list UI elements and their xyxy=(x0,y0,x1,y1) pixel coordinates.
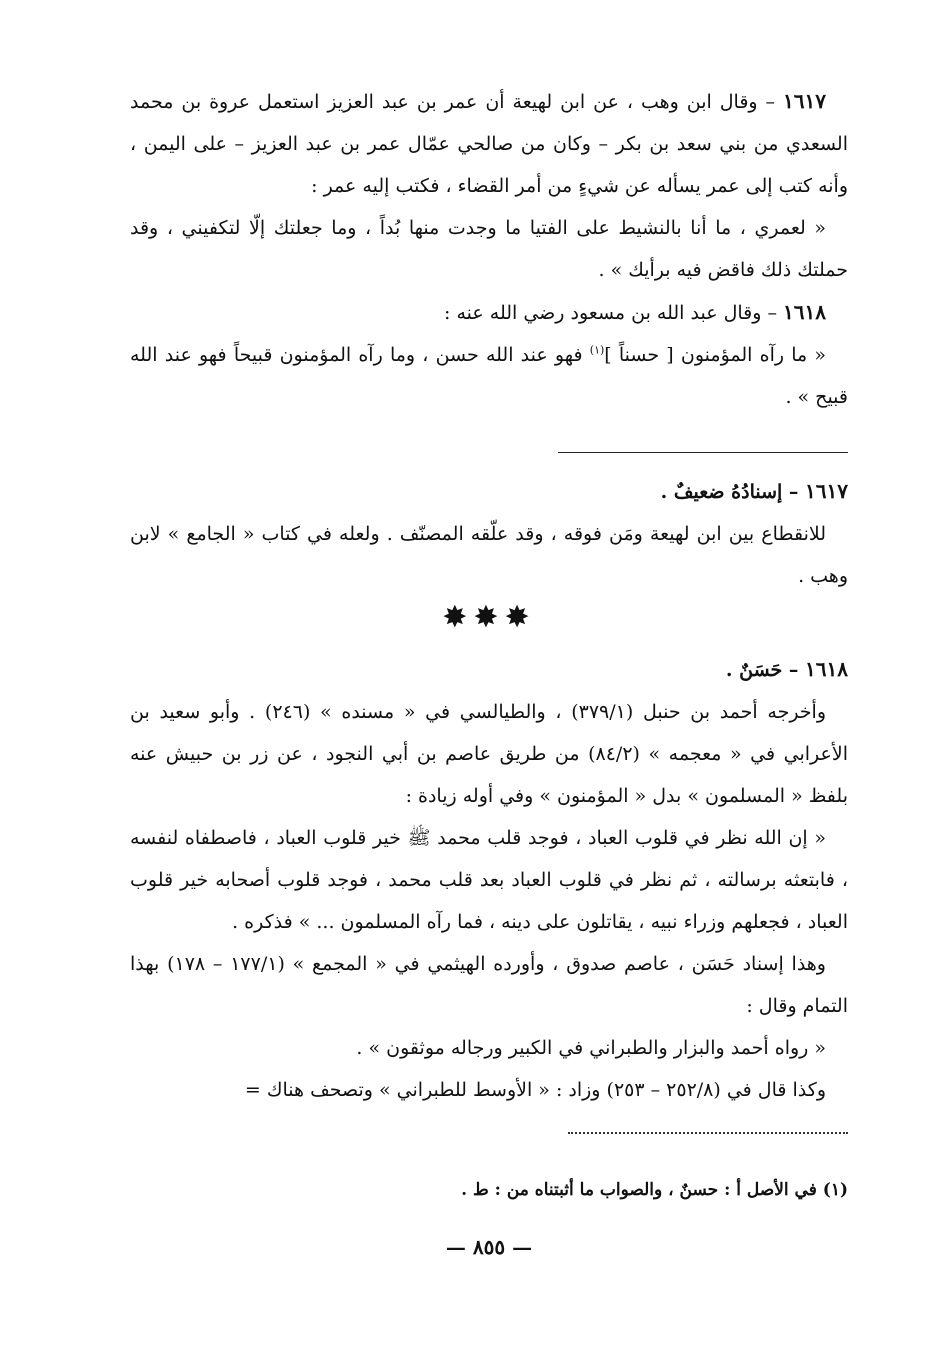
commentary-1617-block xyxy=(130,470,848,597)
commentary-1618-heading xyxy=(130,648,848,691)
star-divider: ✸✸✸ xyxy=(442,600,536,635)
footnote-marker: (١) xyxy=(589,343,605,357)
separator-rule xyxy=(558,452,848,453)
commentary-number-1617: ١٦١٧ xyxy=(805,479,848,503)
commentary-number-1618: ١٦١٨ xyxy=(805,657,848,681)
commentary-1617-body: للانقطاع بين ابن لهيعة ومَن فوقه ، وقد علّقه المصنّف . ولعله في كتاب « الجامع » لابن وهب . xyxy=(130,523,848,587)
commentary-1618-p1: وأخرجه أحمد بن حنبل (٣٧٩/١) ، والطيالسي في « مسنده » (٢٤٦) . وأبو سعيد بن الأعرابي في « معجمه » (٨٤/٢) من طريق عاصم بن أبي النجود ، عن زر بن حبيش عنه بلفظ « المسلمون » بدل « المؤمنون » وفي أوله زيادة : xyxy=(130,701,848,807)
commentary-1617-title: – إسنادُهُ ضعيفٌ . xyxy=(660,481,806,503)
paragraph-1617-body: – وقال ابن وهب ، عن ابن لهيعة أن عمر بن عبد العزيز استعمل عروة بن محمد السعدي من بني سعد بن بكر – وكان من صالحي عمّال عمر بن عبد العزيز – على اليمن ، وأنه كتب إلى عمر يسأله عن شيءٍ من أمر القضاء ، فكتب إليه عمر : xyxy=(130,91,848,197)
commentary-1618-p4: « رواه أحمد والبزار والطبراني في الكبير ورجاله موثقون » . xyxy=(356,1037,826,1059)
footnote-separator xyxy=(568,1132,848,1134)
commentary-1618-p2: « إن الله نظر في قلوب العباد ، فوجد قلب محمد ﷺ خير قلوب العباد ، فاصطفاه لنفسه ، فابتعثه برسالته ، ثم نظر في قلوب العباد بعد قلب محمد ، فوجد قلوب أصحابه خير قلوب العباد ، فجعلهم وزراء نبيه ، يقاتلون على دينه ، فما رآه المسلمون ... » فذكره . xyxy=(130,827,848,933)
commentary-1618-block xyxy=(130,648,848,1111)
paragraph-1618 xyxy=(130,291,848,334)
quote-1618-part-b: فهو عند الله حسن ، وما رآه المؤمنون قبيحاً فهو عند الله قبيح » . xyxy=(130,344,848,408)
main-text-block xyxy=(130,80,848,418)
commentary-1618-title: – حَسَنٌ . xyxy=(725,659,806,681)
document-page xyxy=(130,80,848,1280)
paragraph-1617 xyxy=(130,80,848,207)
item-number-1617: ١٦١٧ xyxy=(783,89,826,113)
commentary-1618-p5: وكذا قال في (٢٥٢/٨ – ٢٥٣) وزاد : « الأوسط للطبراني » وتصحف هناك = xyxy=(244,1079,826,1101)
quote-1617: « لعمري ، ما أنا بالنشيط على الفتيا ما وجدت منها بُداً ، وما جعلتك إلّا لتكفيني ، وقد حملتك ذلك فاقض فيه برأيك » . xyxy=(130,217,848,281)
item-number-1618: ١٦١٨ xyxy=(783,300,826,324)
paragraph-1618-body: – وقال عبد الله بن مسعود رضي الله عنه : xyxy=(444,302,784,324)
page-number: — ٨٥٥ — xyxy=(445,1235,533,1259)
quote-1618-part-a: « ما رآه المؤمنون [ حسناً ] xyxy=(604,344,827,366)
commentary-1617-heading xyxy=(130,470,848,513)
commentary-1618-p3: وهذا إسناد حَسَن ، عاصم صدوق ، وأورده الهيثمي في « المجمع » (١٧٧/١ – ١٧٨) بهذا التمام وقال : xyxy=(130,953,848,1017)
footnote-1: (١) في الأصل أ : حسنٌ ، والصواب ما أثبتناه من : ط . xyxy=(461,1180,848,1200)
quote-1618 xyxy=(130,334,848,418)
